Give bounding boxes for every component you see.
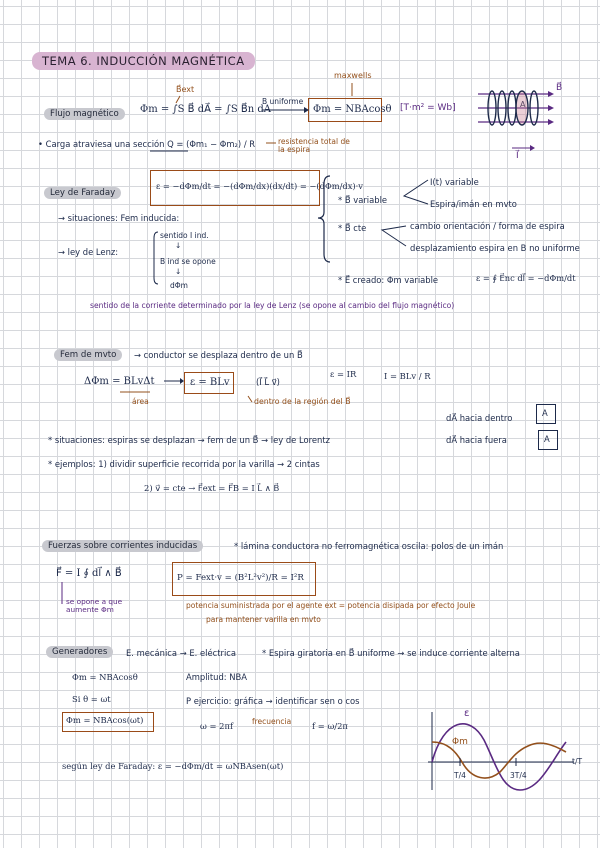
- heading-fem-mvto: Fem de mvto: [54, 349, 122, 361]
- square-a-dentro-label: A: [542, 408, 548, 418]
- mantener-note: para mantener varilla en mvto: [206, 615, 321, 624]
- generator-graph: [428, 712, 574, 790]
- maxwells-label: maxwells: [334, 71, 372, 80]
- field-arrow-top: [548, 91, 554, 97]
- field-arrow-bot: [548, 119, 554, 125]
- situaciones-fem-line: * situaciones: espiras se desplazan → fem de un B⃗ → ley de Lorentz: [48, 435, 331, 445]
- i-formula: I = BLv / R: [384, 371, 431, 381]
- lenz-item-1: sentido I ind.: [160, 231, 209, 240]
- heading-ley-faraday: Ley de Faraday: [44, 187, 121, 199]
- lenz-item-2: ↓: [175, 241, 182, 250]
- amplitud-line: Amplitud: NBA: [186, 672, 247, 682]
- carga-line: • Carga atraviesa una sección Q = (Φm₁ − Φm₂) / R: [38, 139, 256, 149]
- lenz-label: → ley de Lenz:: [58, 247, 119, 257]
- b-uniforme-label: B uniforme: [262, 97, 304, 106]
- f-formula: f = ω/2π: [312, 721, 348, 731]
- graph-axis-label: t/T: [572, 757, 583, 766]
- phi-formula-1: Φm = NBAcosθ: [72, 672, 138, 682]
- b-variable-branch: [404, 180, 428, 204]
- theta-line: Si θ = ωt: [72, 694, 111, 704]
- solenoid-drawing: [478, 91, 554, 151]
- cambio-label: cambio orientación / forma de espira: [410, 221, 565, 231]
- ejemplo-2-line: 2) v⃗ = cte → F⃗ext = F⃗B = I L⃗ ∧ B⃗: [144, 483, 280, 493]
- da-fuera-label: dA⃗ hacia fuera: [446, 435, 507, 445]
- dphi-formula: ΔΦm = BLvΔt: [84, 376, 155, 387]
- flux-boxed-formula: Φm = NBAcosθ: [313, 104, 392, 115]
- dentro-note: dentro de la región del B⃗: [254, 397, 351, 406]
- area-label: área: [132, 397, 149, 406]
- ejercicio-line: P ejercicio: gráfica → identificar sen o cos: [186, 696, 360, 706]
- lenz-item-3: B ind se opone: [160, 257, 216, 266]
- fem-boxed-formula: ε = BLv: [190, 377, 230, 388]
- page-title: TEMA 6. INDUCCIÓN MAGNÉTICA: [32, 52, 255, 70]
- e-creado-label: * E⃗ creado: Φm variable: [338, 275, 439, 285]
- lenz-brace: [154, 232, 158, 284]
- heading-flujo-magnetico: Flujo magnético: [44, 108, 125, 120]
- e-creado-formula: ε = ∮ E⃗nc dl⃗ = −dΦm/dt: [476, 273, 576, 283]
- generador-boxed-formula: Φm = NBAcos(ωt): [66, 715, 144, 725]
- coil-loop-highlight: [516, 91, 528, 125]
- eir-formula: ε = IR: [330, 369, 357, 379]
- conductor-line: → conductor se desplaza dentro de un B⃗: [134, 350, 303, 360]
- opone-note: se opone a que aumente Φm: [66, 597, 123, 615]
- bext-pointer: [176, 96, 180, 103]
- current-arrow-head: [530, 145, 535, 151]
- desplazamiento-label: desplazamiento espira en B no uniforme: [410, 243, 580, 253]
- graph-phi-label: Φm: [452, 737, 468, 747]
- heading-fuerzas: Fuerzas sobre corrientes inducidas: [42, 540, 203, 552]
- graph-3t4-label: 3T/4: [510, 771, 527, 780]
- ilv-label: (I⃗ L⃗ v⃗): [256, 377, 280, 387]
- field-arrow-mid: [548, 105, 554, 111]
- lamina-line: * lámina conductora no ferromagnética oscila: polos de un imán: [234, 541, 504, 551]
- da-dentro-label: dA⃗ hacia dentro: [446, 413, 513, 423]
- units-label: [T·m² = Wb]: [400, 103, 456, 113]
- lenz-item-5: dΦm: [170, 281, 188, 290]
- graph-emf-curve: [432, 724, 566, 790]
- faraday-generador-line: según ley de Faraday: ε = −dΦm/dt = ωNBAsen(ωt): [62, 761, 284, 771]
- faraday-formula: ε = −dΦm/dt = −(dΦm/dx)(dx/dt) = −(dΦm/dx)·v: [156, 181, 363, 191]
- omega-line: ω = 2πf: [200, 721, 234, 731]
- fuerza-integral: F⃗ = I ∮ dl⃗ ∧ B⃗: [56, 568, 122, 579]
- ejemplos-line: * ejemplos: 1) dividir superficie recorrida por la varilla → 2 cintas: [48, 459, 320, 469]
- emec-line: E. mecánica → E. eléctrica: [126, 648, 237, 658]
- lenz-item-4: ↓: [175, 267, 182, 276]
- arrow-dphi-fem-head: [180, 378, 184, 384]
- square-a-fuera-label: A: [544, 434, 550, 444]
- i-variable-label: I(t) variable: [430, 177, 479, 187]
- b-cte-label: * B⃗ cte: [338, 223, 367, 233]
- espira-mvto-label: Espira/imán en mvto: [430, 199, 517, 209]
- faraday-brace: [318, 176, 330, 262]
- resistencia-note: resistencia total de la espira: [278, 137, 350, 155]
- graph-eps-label: ε: [464, 708, 470, 719]
- sentido-note: sentido de la corriente determinado por la ley de Lenz (se opone al cambio del flujo magnético): [90, 301, 455, 310]
- dentro-pointer: [248, 396, 252, 402]
- bext-label: B⃗ext: [176, 85, 195, 94]
- coil-i-label: I⃗: [516, 151, 519, 161]
- potencia-boxed-formula: P = Fext·v = (B²L²v²)/R = I²R: [177, 573, 304, 583]
- espira-giratoria-line: * Espira giratoria en B⃗ uniforme → se induce corriente alterna: [262, 648, 520, 658]
- situaciones-line: → situaciones: Fem inducida:: [58, 213, 180, 223]
- flux-formula: Φm = ∫S B⃗ dA⃗ = ∫S B⃗n dA: [140, 104, 272, 115]
- coil-b-label: B⃗: [556, 83, 563, 93]
- graph-t4-label: T/4: [454, 771, 466, 780]
- frecuencia-label: frecuencia: [252, 717, 292, 726]
- b-cte-branch: [382, 226, 406, 246]
- arrow-uniforme-head: [304, 107, 309, 113]
- potencia-note: potencia suministrada por el agente ext = potencia disipada por efecto Joule: [186, 601, 476, 610]
- heading-generadores: Generadores: [46, 646, 113, 658]
- b-variable-label: * B⃗ variable: [338, 195, 388, 205]
